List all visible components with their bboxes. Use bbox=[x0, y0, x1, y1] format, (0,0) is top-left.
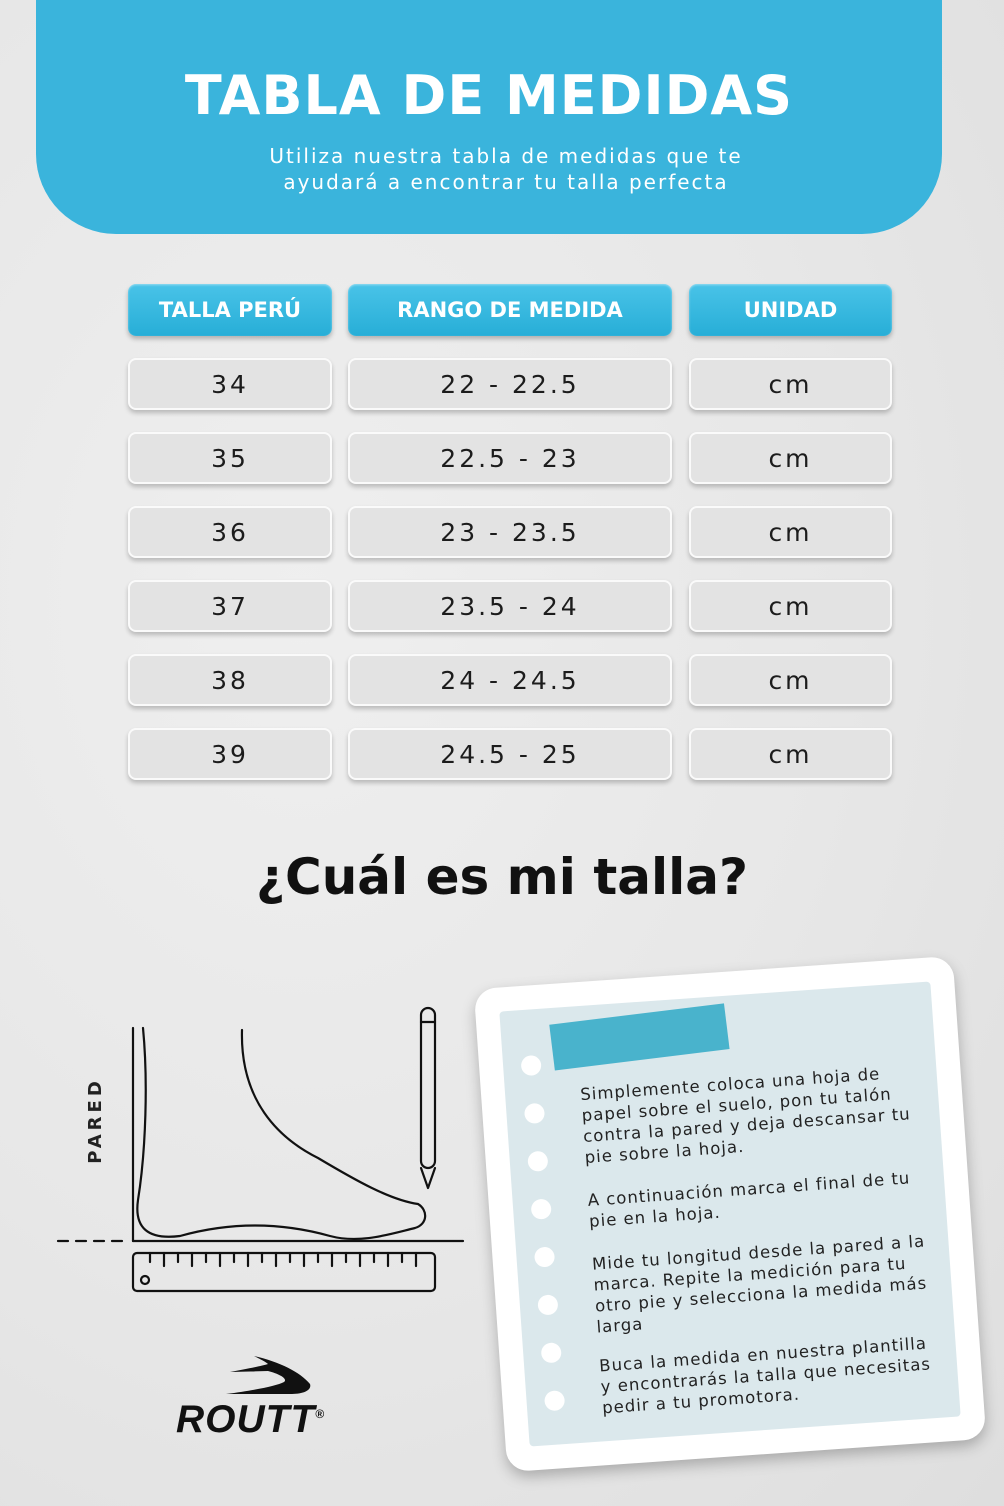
binder-hole bbox=[541, 1342, 562, 1363]
size-cell: 36 bbox=[128, 506, 332, 558]
page-subtitle: Utiliza nuestra tabla de medidas que te ayudará a encontrar tu talla perfecta bbox=[269, 144, 743, 194]
instruction-step: Buca la medida en nuestra plantilla y encontrarás la talla que necesitas pedir a tu promotora. bbox=[598, 1333, 932, 1418]
instruction-step: A continuación marca el final de tu pie en la hoja. bbox=[587, 1168, 911, 1231]
registered-mark: ® bbox=[315, 1407, 326, 1421]
binder-hole bbox=[527, 1151, 548, 1172]
binder-hole bbox=[531, 1198, 552, 1219]
tape-strip bbox=[549, 1003, 729, 1070]
routt-swoosh-icon bbox=[176, 1354, 316, 1402]
foot-outline-icon bbox=[137, 1028, 425, 1239]
size-cell: 38 bbox=[128, 654, 332, 706]
pencil-icon bbox=[421, 1008, 435, 1188]
column-header-size: TALLA PERÚ bbox=[128, 284, 332, 336]
range-cell: 22 - 22.5 bbox=[348, 358, 672, 410]
note-paper bbox=[499, 981, 960, 1446]
size-cell: 35 bbox=[128, 432, 332, 484]
instructions-note bbox=[474, 956, 987, 1472]
brand-name: ROUTT bbox=[176, 1398, 316, 1441]
section-heading: ¿Cuál es mi talla? bbox=[256, 848, 748, 906]
column-header-range: RANGO DE MEDIDA bbox=[348, 284, 672, 336]
range-cell: 22.5 - 23 bbox=[348, 432, 672, 484]
unit-cell: cm bbox=[689, 358, 892, 410]
unit-cell: cm bbox=[689, 580, 892, 632]
binder-hole bbox=[534, 1246, 555, 1267]
range-cell: 23 - 23.5 bbox=[348, 506, 672, 558]
unit-cell: cm bbox=[689, 432, 892, 484]
range-cell: 23.5 - 24 bbox=[348, 580, 672, 632]
page-title: TABLA DE MEDIDAS bbox=[184, 64, 794, 127]
unit-cell: cm bbox=[689, 506, 892, 558]
column-header-unit: UNIDAD bbox=[689, 284, 892, 336]
header-banner bbox=[36, 0, 942, 234]
unit-cell: cm bbox=[689, 654, 892, 706]
range-cell: 24 - 24.5 bbox=[348, 654, 672, 706]
unit-cell: cm bbox=[689, 728, 892, 780]
brand-logo bbox=[176, 1398, 325, 1442]
binder-hole bbox=[537, 1294, 558, 1315]
binder-hole bbox=[524, 1103, 545, 1124]
instruction-step: Mide tu longitud desde la pared a la marca. Repite la medición para tu otro pie y selecciona la medida más larga bbox=[591, 1231, 928, 1337]
range-cell: 24.5 - 25 bbox=[348, 728, 672, 780]
binder-hole bbox=[544, 1390, 565, 1411]
ruler-icon bbox=[133, 1253, 435, 1291]
foot-measurement-diagram bbox=[50, 1000, 480, 1300]
binder-hole bbox=[520, 1055, 541, 1076]
size-cell: 37 bbox=[128, 580, 332, 632]
wall-label: PARED bbox=[84, 1077, 106, 1164]
size-cell: 39 bbox=[128, 728, 332, 780]
instruction-step: Simplemente coloca una hoja de papel sobre el suelo, pon tu talón contra la pared y deja descansar tu pie sobre la hoja. bbox=[579, 1064, 912, 1167]
size-cell: 34 bbox=[128, 358, 332, 410]
